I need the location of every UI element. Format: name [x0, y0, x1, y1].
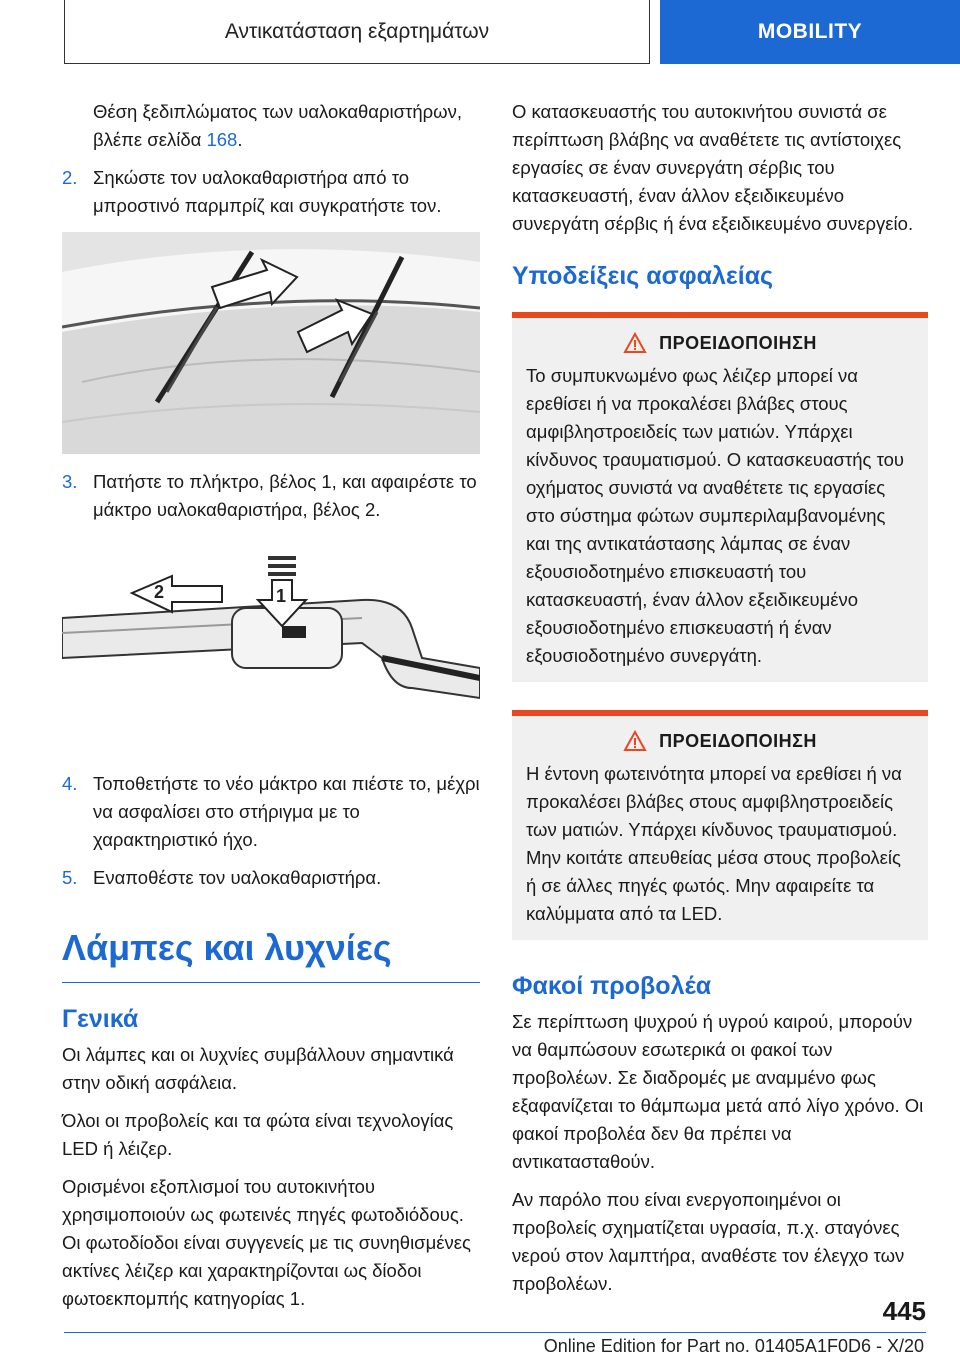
intro-suffix: . [237, 129, 243, 150]
heading-general: Γενικά [62, 1005, 139, 1033]
step-text: Τοποθετήστε το νέο μάκτρο και πιέστε το, μέχρι να ασφαλίσει στο στήριγμα με το χαρακτηριστικό ήχο. [93, 773, 480, 850]
windshield-illustration [62, 232, 480, 454]
warning-header [526, 332, 914, 354]
wiper-blade-figure [62, 538, 480, 750]
body-paragraph: Αν παρόλο που είναι ενεργοποιημένοι οι προβολείς σχηματίζεται υγρασία, π.χ. σταγόνες νερού στον λαμπτήρα, αναθέστε τον έλεγχο των προβολέων. [512, 1189, 905, 1294]
body-paragraph: Όλοι οι προβολείς και τα φώτα είναι τεχνολογίας LED ή λέιζερ. [62, 1110, 454, 1159]
arrow-icon [132, 576, 222, 612]
step-text: Πατήστε το πλήκτρο, βέλος 1, και αφαιρέστε το μάκτρο υαλοκαθαριστήρα, βέλος 2. [93, 471, 477, 520]
step-text: Σηκώστε τον υαλοκαθαριστήρα από το μπροστινό παρμπρίζ και συγκρατήστε τον. [93, 167, 442, 216]
step-item [62, 468, 480, 524]
arrow-label: 2 [154, 582, 165, 602]
step-number: 4. [62, 773, 78, 794]
body-paragraph: Σε περίπτωση ψυχρού ή υγρού καιρού, μπορούν να θαμπώσουν εσωτερικά οι φακοί των προβολέων. Σε διαδρομές με αναμμένο φως εξαφανίζεται το θάμπωμα μετά από λίγο χρόνο. Οι φακοί προβολέα δεν θα πρέπει να αντικατασταθούν. [512, 1011, 924, 1172]
body-paragraph: Ορισμένοι εξοπλισμοί του αυτοκινήτου χρησιμοποιούν ως φωτεινές πηγές φωτοδιόδους. Οι φωτοδίοδοι είναι συγγενείς με τις συνηθισμένες ακτίνες λέιζερ και χαρακτηρίζονται ως δίοδοι φωτοεκπομπής κατηγορίας 1. [62, 1176, 471, 1309]
arrow-label: 1 [276, 586, 287, 606]
warning-triangle-icon [623, 332, 647, 354]
heading-safety: Υποδείξεις ασφαλείας [512, 262, 774, 290]
step-text: Εναποθέστε τον υαλοκαθαριστήρα. [93, 867, 382, 888]
warning-header [526, 730, 914, 752]
left-column [62, 98, 480, 1323]
footer-edition: Online Edition for Part no. 01405A1F0D6 - X/20 [543, 1336, 924, 1356]
warning-box [512, 312, 928, 682]
warning-text: Το συμπυκνωμένο φως λέιζερ μπορεί να ερεθίσει ή να προκαλέσει βλάβες στους αμφιβληστροειδείς των ματιών. Υπάρχει κίνδυνος τραυματισμού. Ο κατασκευαστής του οχήματος συνιστά να αναθέτετε τις εργασίες στο σύστημα φώτων συμπεριλαμβανομένης και της αντικατάστασης λάμπας σε έναν εξουσιοδοτημένο επισκευαστή του κατασκευαστή, έναν άλλον εξειδικευμένο εξουσιοδοτημένο επισκευαστή ή έναν εξουσιοδοτημένο συνεργάτη. [526, 365, 905, 666]
windshield-wiper-figure [62, 232, 480, 454]
footer-divider [64, 1332, 926, 1333]
warning-triangle-icon [623, 730, 647, 752]
warning-box [512, 710, 928, 940]
heading-lenses: Φακοί προβολέα [512, 972, 712, 1000]
header-section-title: Αντικατάσταση εξαρτημάτων [64, 0, 650, 64]
intro-paragraph [62, 98, 480, 154]
step-number: 5. [62, 867, 78, 888]
page-reference-link[interactable]: 168 [206, 129, 238, 150]
warning-title: ΠΡΟΕΙΔΟΠΟΙΗΣΗ [659, 332, 817, 353]
header-chapter-tab[interactable]: MOBILITY [660, 0, 960, 64]
wiper-blade-illustration [62, 538, 480, 750]
step-item [62, 770, 480, 854]
warning-text: Η έντονη φωτεινότητα μπορεί να ερεθίσει ή να προκαλέσει βλάβες στους αμφιβληστροειδείς των ματιών. Υπάρχει κίνδυνος τραυματισμού. Μην κοιτάτε απευθείας μέσα στους προβολείς ή σε άλλες πηγές φωτός. Μην αφαιρείτε τα καλύμματα από τα LED. [526, 763, 902, 924]
warning-title: ΠΡΟΕΙΔΟΠΟΙΗΣΗ [659, 730, 817, 751]
heading-lamps: Λάμπες και λυχνίες [62, 927, 392, 968]
step-item [62, 164, 480, 220]
step-number: 2. [62, 167, 78, 188]
intro-paragraph: Ο κατασκευαστής του αυτοκινήτου συνιστά σε περίπτωση βλάβης να αναθέτετε τις αντίστοιχες εργασίες σε έναν συνεργάτη σέρβις του κατασκευαστή, έναν άλλον εξειδικευμένο συνεργάτη σέρβις ή ένα εξειδικευμένο συνεργείο. [512, 101, 914, 234]
heading-rule [62, 982, 480, 983]
intro-line1: Θέση ξεδιπλώματος των υαλοκαθαριστήρων, [93, 101, 463, 122]
step-number: 3. [62, 471, 78, 492]
right-column [512, 98, 928, 1308]
step-item [62, 864, 480, 892]
body-paragraph: Οι λάμπες και οι λυχνίες συμβάλλουν σημαντικά στην οδική ασφάλεια. [62, 1044, 454, 1093]
intro-line2-prefix: βλέπε σελίδα [93, 129, 207, 150]
page-number: 445 [882, 1296, 926, 1326]
